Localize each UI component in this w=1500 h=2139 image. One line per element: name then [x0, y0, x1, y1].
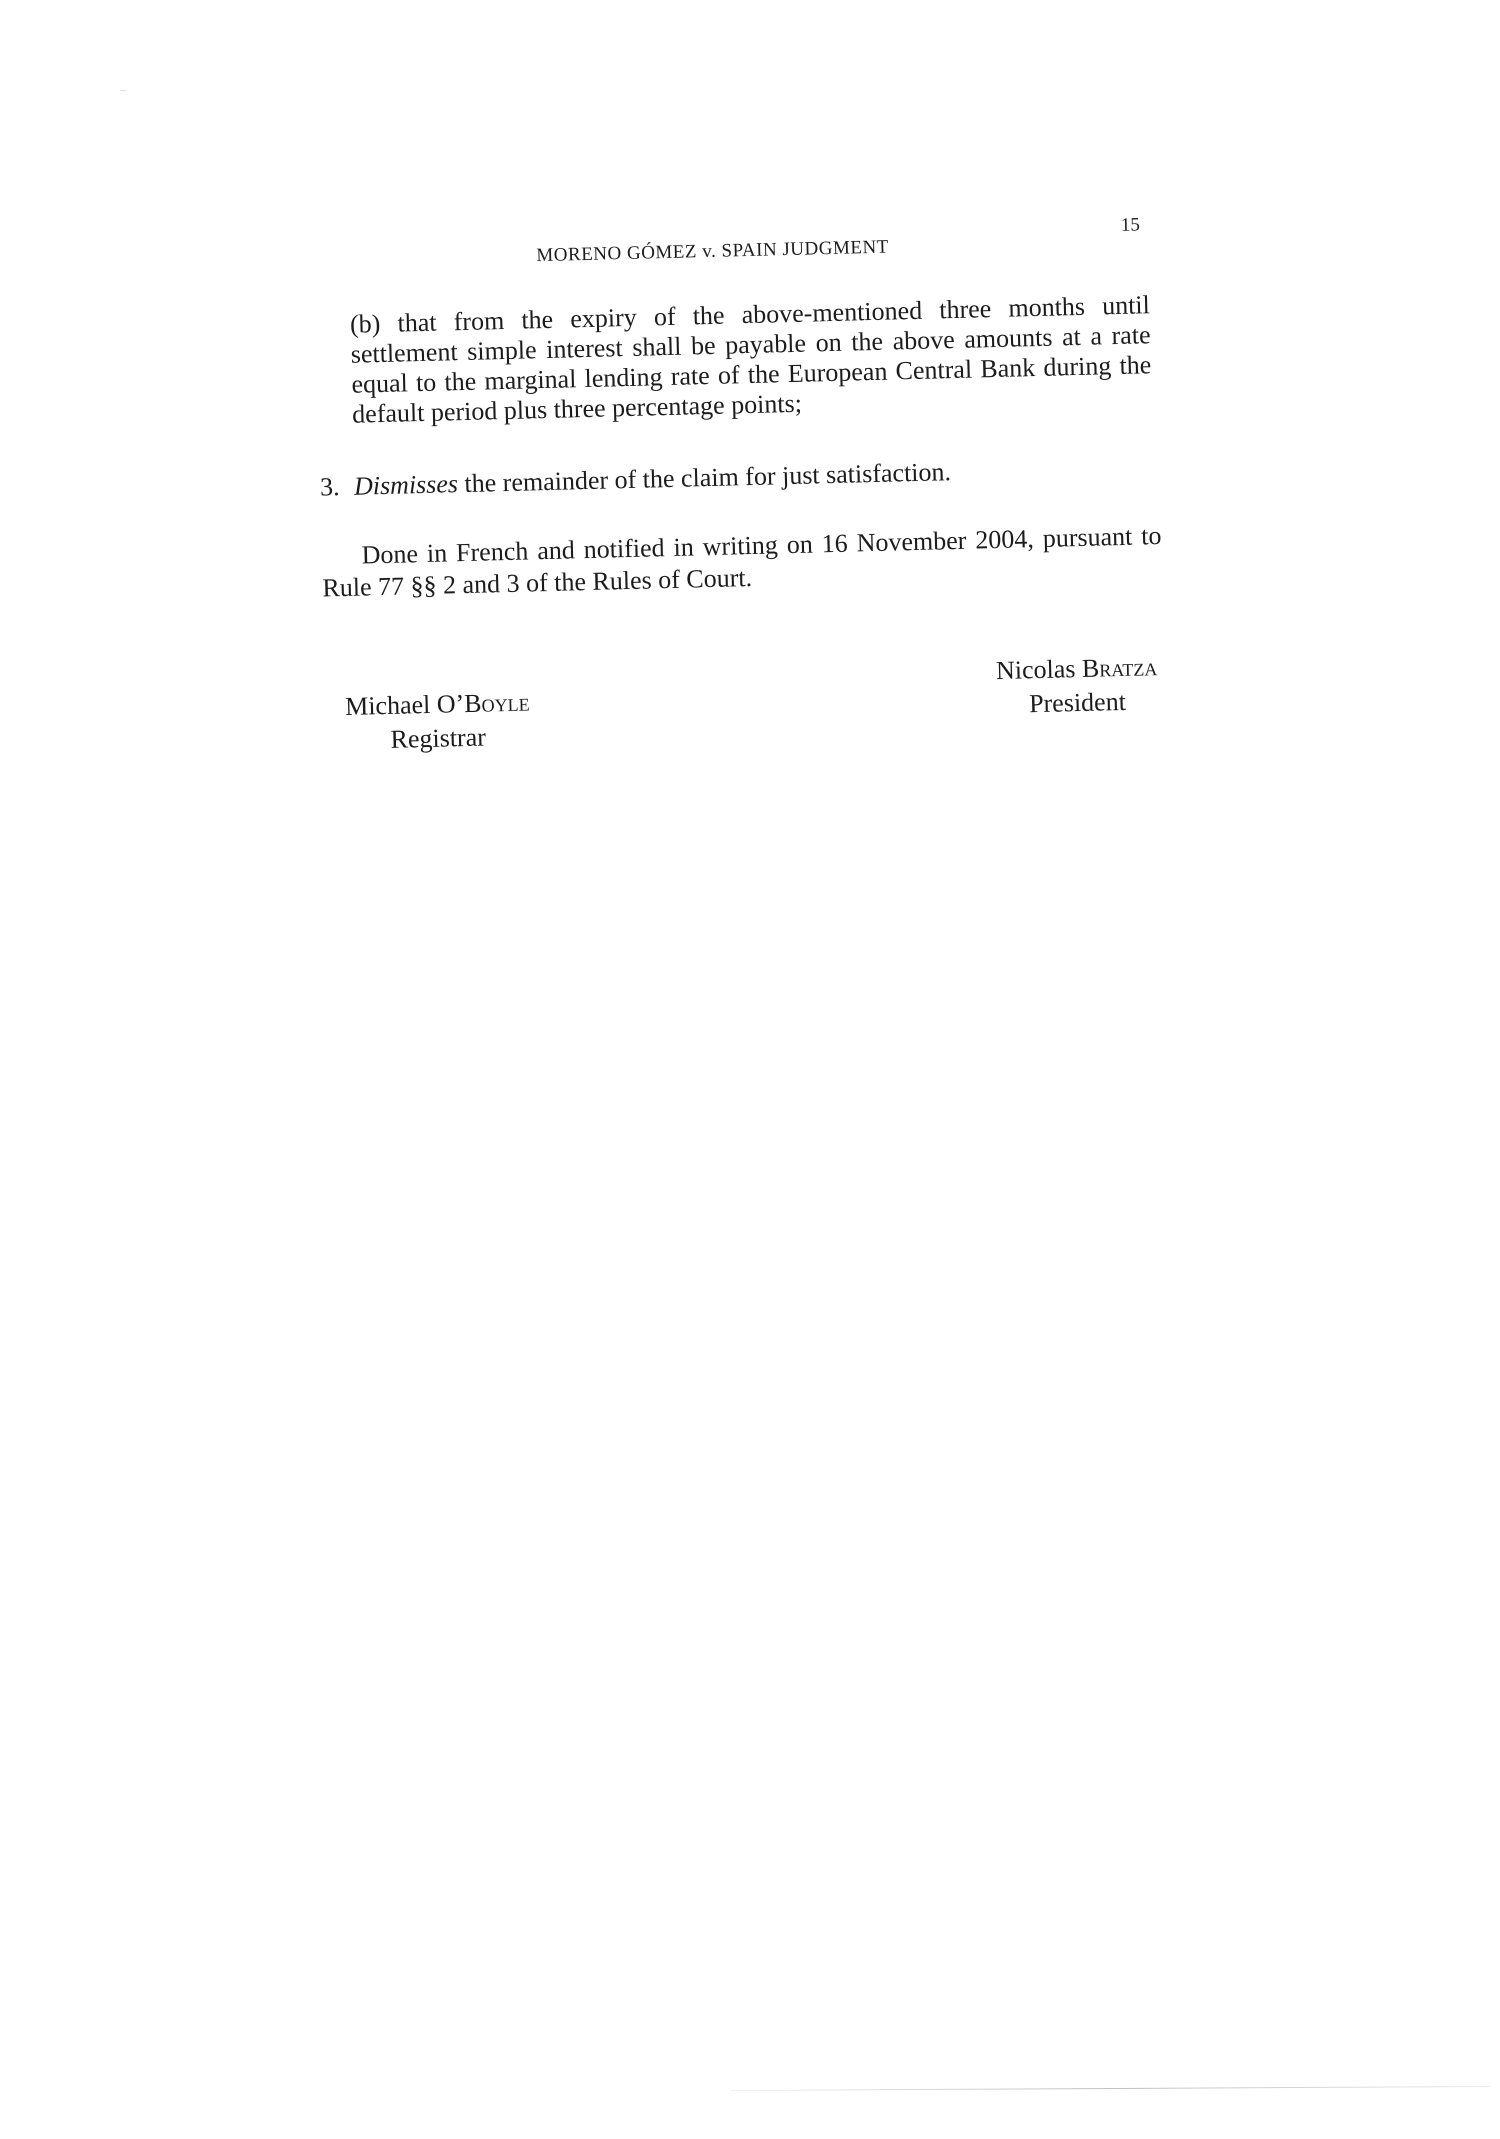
running-title: MORENO GÓMEZ v. SPAIN JUDGMENT [536, 236, 890, 267]
item-verb: Dismisses [353, 469, 459, 501]
paragraph-b: (b) that from the expiry of the above-mentioned three months until settlement simple interest shall be payable on the above amounts at a rate equal to the marginal lending rate of the European Central Bank during the default period plus three percentage points; [349, 290, 1152, 429]
registrar-first-name: Michael O’ [344, 689, 465, 721]
registrar-name [327, 685, 548, 724]
president-title: President [1028, 686, 1127, 719]
signature-president [966, 649, 1188, 722]
item-number: 3. [319, 472, 340, 502]
registrar-title: Registrar [390, 722, 487, 754]
item-text: the remainder of the claim for just satisfaction. [457, 457, 952, 499]
registrar-surname: Boyle [463, 687, 530, 719]
signature-registrar [327, 685, 549, 758]
page-number: 15 [1120, 214, 1141, 236]
president-surname: Bratza [1081, 652, 1158, 683]
operative-item-3 [320, 452, 1150, 502]
president-name [966, 649, 1187, 688]
done-paragraph: Done in French and notified in writing on 16 November 2004, pursuant to Rule 77 §§ 2 and 3 of the Rules of Court. [322, 520, 1162, 603]
president-first-name: Nicolas [995, 653, 1083, 686]
